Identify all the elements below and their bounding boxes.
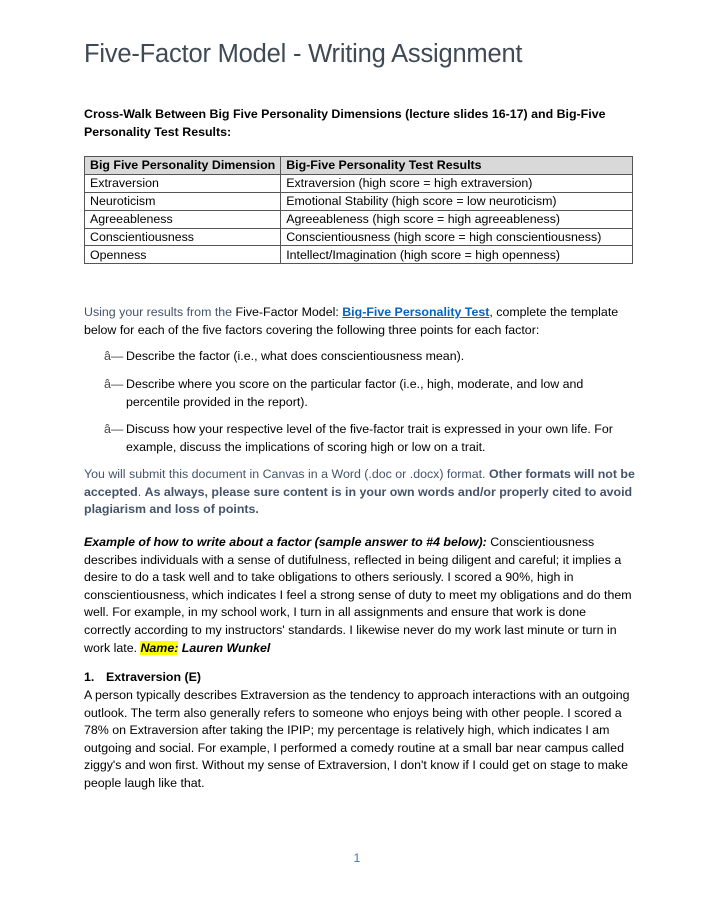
- bullet-mark: â—: [104, 349, 124, 363]
- list-item: [104, 421, 634, 456]
- name-value: Lauren Wunkel: [178, 640, 271, 655]
- section-body: A person typically describes Extraversion as the tendency to approach interactions with an outgoing outlook. The term also generally refers to someone who enjoys being with other people. I scored a 78% on Extraversion after taking the IPIP; my percentage is relatively high, which indicates I am outgoing and social. For example, I performed a comedy routine at a small bar near campus called ziggy's and won first. Without my sense of Extraversion, I don't know if I could get on stage to make people laugh like that.: [84, 688, 630, 790]
- section-number: 1.: [84, 670, 95, 684]
- table-cell: Extraversion: [85, 174, 281, 192]
- table-cell: Agreeableness (high score = high agreeableness): [281, 210, 633, 228]
- table-cell: Openness: [85, 246, 281, 264]
- table-header-row: [85, 157, 633, 175]
- example-paragraph: [84, 534, 636, 657]
- table-row: [85, 246, 633, 264]
- list-item: [104, 348, 634, 366]
- table-row: [85, 228, 633, 246]
- intro-text: Using your results from the: [84, 305, 236, 319]
- plagiarism-warning: As always, please sure content is in your own words and/or properly cited to avoid plagiarism and loss of points.: [84, 484, 633, 517]
- table-cell: Neuroticism: [85, 192, 281, 210]
- intro-text: Five-Factor Model:: [235, 305, 343, 319]
- list-item: [104, 376, 634, 411]
- example-text: Conscientiousness describes individuals with a sense of dutifulness, reflected in being diligent and careful; it implies a desire to do a task well and to take obligations to others seriously. I scored a 90%, high in conscientiousness, which indicates I feel a strong sense of duty to meet my obligations and do them well. For example, in my school work, I turn in all assignments and ensure that work is done correctly according to my instructors' standards. I likewise never do my work last minute or turn in work late.: [84, 535, 632, 655]
- name-label: Name:: [140, 640, 179, 655]
- table-cell: Intellect/Imagination (high score = high openness): [281, 246, 633, 264]
- page-number: 1: [353, 851, 361, 865]
- table-cell: Emotional Stability (high score = low neuroticism): [281, 192, 633, 210]
- table-cell: Agreeableness: [85, 210, 281, 228]
- table-cell: Conscientiousness (high score = high conscientiousness): [281, 228, 633, 246]
- table-row: [85, 192, 633, 210]
- table-row: [85, 210, 633, 228]
- page-title: Five-Factor Model - Writing Assignment: [84, 40, 523, 68]
- submission-warning: Other formats will not be accepted: [84, 467, 635, 499]
- table-row: [85, 174, 633, 192]
- crosswalk-table: [84, 156, 633, 264]
- bullet-text: Describe where you score on the particular factor (i.e., high, moderate, and low and percentile provided in the report).: [126, 377, 584, 409]
- intro-paragraph: [84, 304, 636, 339]
- example-label: Example of how to write about a factor (sample answer to #4 below):: [84, 535, 487, 549]
- section-title: Extraversion (E): [106, 670, 202, 684]
- table-header-cell: Big-Five Personality Test Results: [281, 157, 633, 175]
- section-heading: [84, 669, 636, 687]
- submission-note: [84, 466, 636, 519]
- table-cell: Conscientiousness: [85, 228, 281, 246]
- table-header-cell: Big Five Personality Dimension: [85, 157, 281, 175]
- intro-text: , complete the template below for each of the five factors covering the following three points for each factor:: [84, 305, 619, 337]
- bullet-text: Describe the factor (i.e., what does conscientiousness mean).: [126, 349, 465, 363]
- crosswalk-heading: Cross-Walk Between Big Five Personality Dimensions (lecture slides 16-17) and Big-Five Personality Test Results:: [84, 107, 606, 139]
- submission-text: .: [137, 484, 145, 499]
- bullet-mark: â—: [104, 377, 124, 391]
- personality-test-link[interactable]: Big-Five Personality Test: [342, 305, 490, 319]
- table-cell: Extraversion (high score = high extraversion): [281, 174, 633, 192]
- submission-text: You will submit this document in Canvas in a Word (.doc or .docx) format.: [84, 467, 489, 481]
- bullet-text: Discuss how your respective level of the five-factor trait is expressed in your own life. For example, discuss the implications of scoring high or low on a trait.: [126, 422, 613, 454]
- bullet-mark: â—: [104, 422, 124, 436]
